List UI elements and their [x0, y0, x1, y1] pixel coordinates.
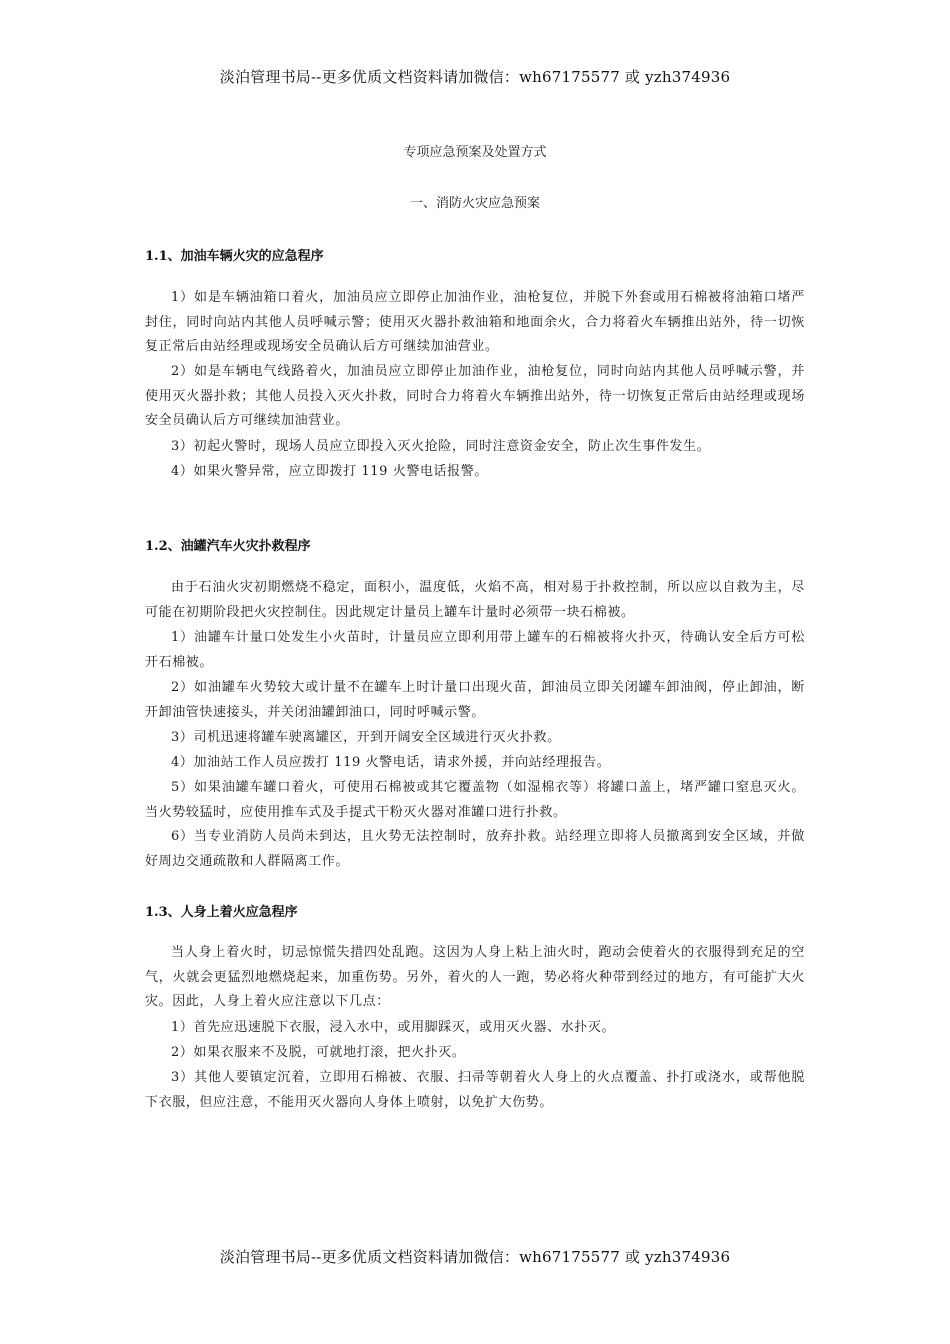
subheading-1-1: 1.1、加油车辆火灾的应急程序: [145, 249, 324, 264]
paragraph: 6）当专业消防人员尚未到达，且火势无法控制时，放弃扑救。站经理立即将人员撤离到安全区域，并做好周边交通疏散和人群隔离工作。: [145, 829, 805, 869]
paragraph: 1）油罐车计量口处发生小火苗时，计量员应立即利用带上罐车的石棉被将火扑灭，待确认安全后方可松开石棉被。: [145, 630, 805, 670]
subheading-1-3: 1.3、人身上着火应急程序: [145, 905, 298, 920]
paragraph: 2）如油罐车火势较大或计量不在罐车上时计量口出现火苗，卸油员立即关闭罐车卸油阀，停止卸油，断开卸油管快速接头，并关闭油罐卸油口，同时呼喊示警。: [145, 680, 805, 720]
paragraph: 3）司机迅速将罐车驶离罐区，开到开阔安全区域进行灭火扑救。: [171, 730, 561, 745]
page-header: 淡泊管理书局--更多优质文档资料请加微信：wh67175577 或 yzh374936: [219, 68, 731, 86]
paragraph: 1）首先应迅速脱下衣服，浸入水中，或用脚踩灭，或用灭火器、水扑灭。: [171, 1020, 616, 1035]
paragraph: 2）如果衣服来不及脱，可就地打滚，把火扑灭。: [171, 1045, 466, 1060]
paragraph: 4）如果火警异常，应立即拨打 119 火警电话报警。: [171, 464, 488, 479]
paragraph: 3）其他人要镇定沉着，立即用石棉被、衣服、扫帚等朝着火人身上的火点覆盖、扑打或浇水，或帮他脱下衣服，但应注意，不能用灭火器向人身体上喷射，以免扩大伤势。: [145, 1070, 805, 1110]
section-title: 一、消防火灾应急预案: [409, 196, 540, 211]
paragraph: 1）如是车辆油箱口着火，加油员应立即停止加油作业，油枪复位，并脱下外套或用石棉被将油箱口堵严封住，同时向站内其他人员呼喊示警；使用灭火器扑救油箱和地面余火，合力将着火车辆推出站外，待一切恢复正常后由站经理或现场安全员确认后方可继续加油营业。: [145, 290, 805, 354]
paragraph: 4）加油站工作人员应拨打 119 火警电话，请求外援，并向站经理报告。: [171, 755, 611, 770]
document-title: 专项应急预案及处置方式: [403, 145, 547, 160]
paragraph: 3）初起火警时，现场人员应立即投入灭火抢险，同时注意资金安全，防止次生事件发生。: [171, 439, 711, 454]
subheading-1-2: 1.2、油罐汽车火灾扑救程序: [145, 539, 311, 554]
paragraph: 由于石油火灾初期燃烧不稳定，面积小，温度低，火焰不高，相对易于扑救控制，所以应以自救为主，尽可能在初期阶段把火灾控制住。因此规定计量员上罐车计量时必须带一块石棉被。: [145, 580, 805, 620]
paragraph: 当人身上着火时，切忌惊慌失措四处乱跑。这因为人身上粘上油火时，跑动会使着火的衣服得到充足的空气，火就会更猛烈地燃烧起来，加重伤势。另外，着火的人一跑，势必将火种带到经过的地方，有可能扩大火灾。因此，人身上着火应注意以下几点：: [145, 945, 805, 1009]
paragraph: 5）如果油罐车罐口着火，可使用石棉被或其它覆盖物（如湿棉衣等）将罐口盖上，堵严罐口窒息灭火。当火势较猛时，应使用推车式及手提式干粉灭火器对准罐口进行扑救。: [145, 780, 805, 820]
page-footer: 淡泊管理书局--更多优质文档资料请加微信：wh67175577 或 yzh374936: [219, 1248, 731, 1266]
paragraph: 2）如是车辆电气线路着火，加油员应立即停止加油作业，油枪复位，同时向站内其他人员呼喊示警，并使用灭火器扑救；其他人员投入灭火扑救，同时合力将着火车辆推出站外，待一切恢复正常后由站经理或现场安全员确认后方可继续加油营业。: [145, 364, 805, 428]
